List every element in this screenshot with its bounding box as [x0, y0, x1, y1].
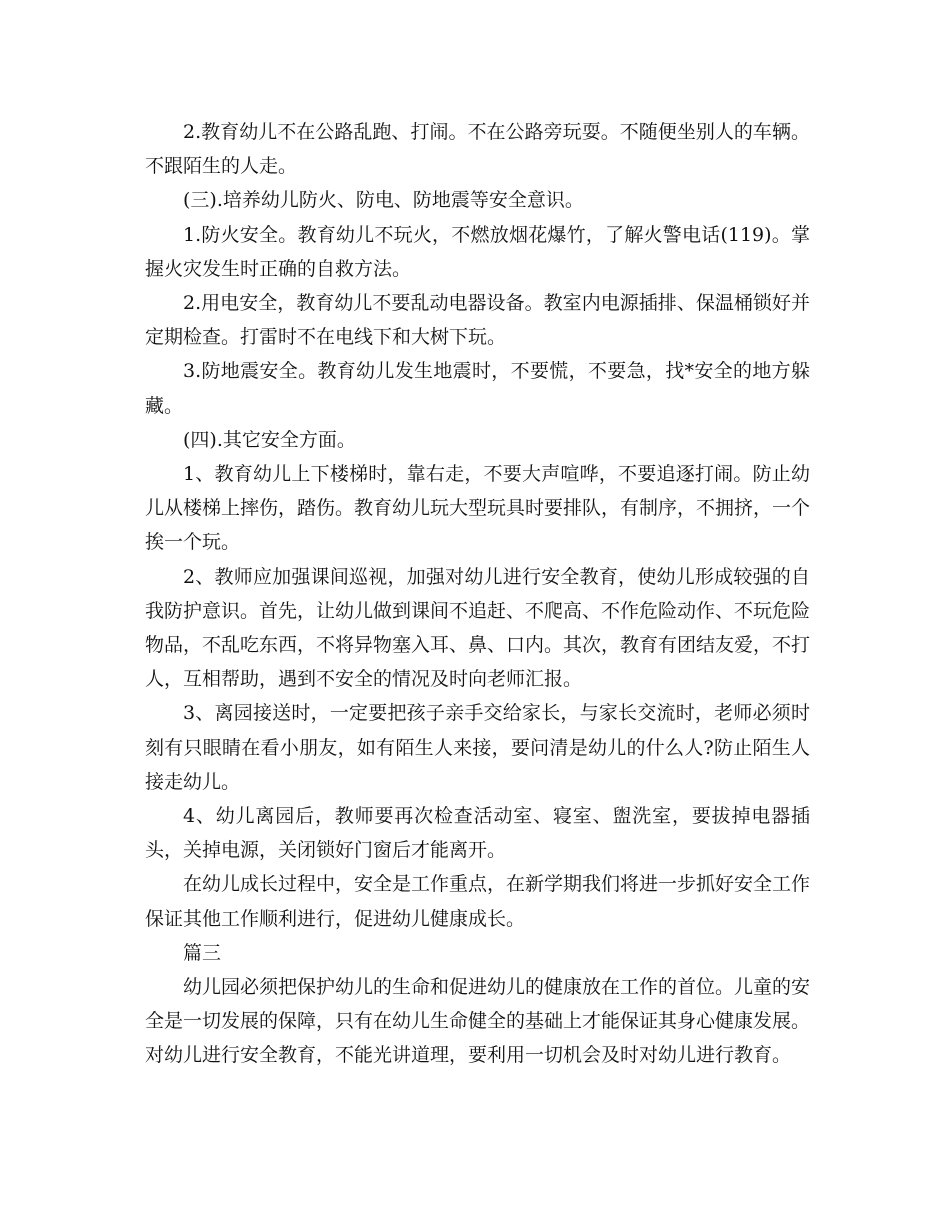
paragraph-earthquake-safety: 3.防地震安全。教育幼儿发生地震时，不要慌，不要急，找*安全的地方躲藏。 [145, 360, 810, 417]
paragraph-electric-safety: 2.用电安全，教育幼儿不要乱动电器设备。教室内电源插排、保温桶锁好并定期检查。打雷时不在电线下和大树下玩。 [145, 292, 810, 349]
section-heading-3: (三).培养幼儿防火、防电、防地震等安全意识。 [183, 189, 584, 212]
paragraph-after-school-check: 4、幼儿离园后，教师要再次检查活动室、寝室、盥洗室，要拔掉电器插头，关掉电源，关闭锁好门窗后才能离开。 [145, 805, 810, 862]
paragraph-traffic-safety-2: 2.教育幼儿不在公路乱跑、打闹。不在公路旁玩耍。不随便坐别人的车辆。不跟陌生的人走。 [145, 121, 810, 178]
paragraph-stairs-safety: 1、教育幼儿上下楼梯时，靠右走，不要大声喧哗，不要追逐打闹。防止幼儿从楼梯上摔伤，踏伤。教育幼儿玩大型玩具时要排队，有制序，不拥挤，一个挨一个玩。 [145, 463, 811, 554]
document-body [145, 115, 810, 1073]
paragraph-patrol-safety: 2、教师应加强课间巡视，加强对幼儿进行安全教育，使幼儿形成较强的自我防护意识。首先，让幼儿做到课间不追赶、不爬高、不作危险动作、不玩危险物品，不乱吃东西，不将异物塞入耳、鼻、口内。其次，教育有团结友爱，不打人，互相帮助，遇到不安全的情况及时向老师汇报。 [145, 565, 811, 691]
paragraph-pickup-safety: 3、离园接送时，一定要把孩子亲手交给家长，与家长交流时，老师必须时刻有只眼睛在看小朋友，如有陌生人来接，要问清是幼儿的什么人?防止陌生人接走幼儿。 [145, 702, 810, 793]
paragraph-chapter-intro: 幼儿园必须把保护幼儿的生命和促进幼儿的健康放在工作的首位。儿童的安全是一切发展的保障，只有在幼儿生命健全的基础上才能保证其身心健康发展。对幼儿进行安全教育，不能光讲道理，要利用一切机会及时对幼儿进行教育。 [145, 976, 811, 1067]
paragraph-fire-safety: 1.防火安全。教育幼儿不玩火，不燃放烟花爆竹，了解火警电话(119)。掌握火灾发生时正确的自救方法。 [145, 223, 810, 280]
section-heading-4: (四).其它安全方面。 [183, 428, 356, 451]
paragraph-summary: 在幼儿成长过程中，安全是工作重点，在新学期我们将进一步抓好安全工作保证其他工作顺利进行，促进幼儿健康成长。 [145, 873, 811, 930]
chapter-heading: 篇三 [183, 941, 222, 964]
